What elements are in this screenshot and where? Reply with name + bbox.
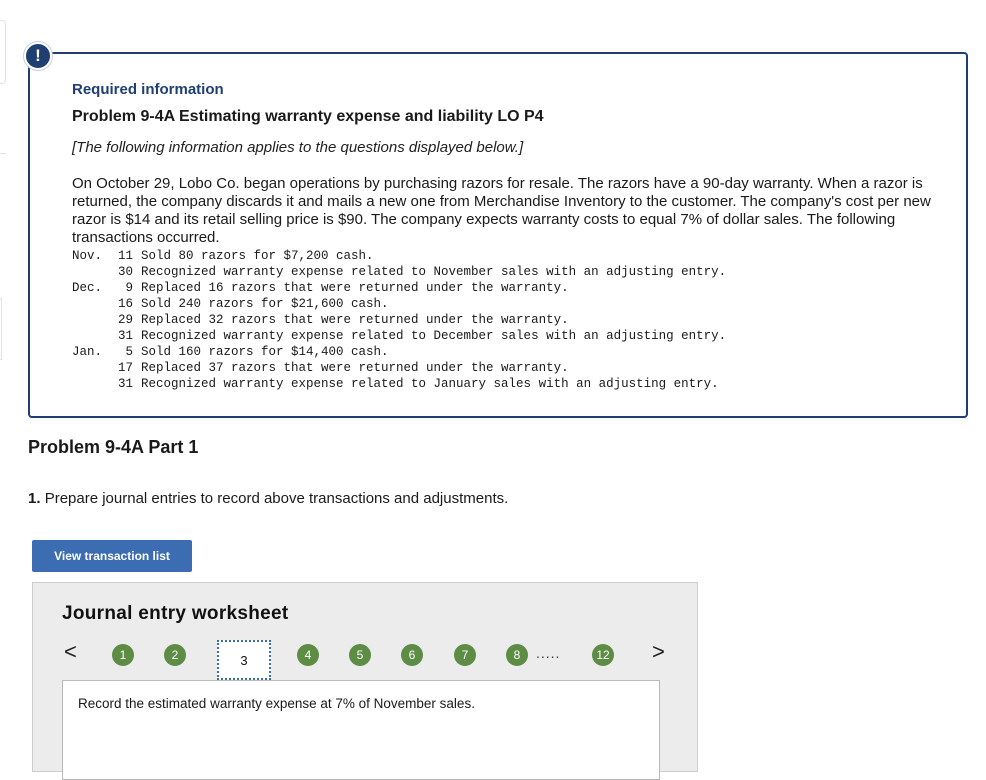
transaction-row: [72, 296, 726, 312]
transaction-row: [72, 248, 726, 264]
transaction-text: Recognized warranty expense related to January sales with an adjusting entry.: [141, 377, 719, 391]
step-1-button[interactable]: 1: [112, 644, 134, 666]
required-information-box: [28, 52, 968, 418]
transaction-row: [72, 328, 726, 344]
transaction-text: Recognized warranty expense related to December sales with an adjusting entry.: [141, 329, 727, 343]
transaction-day: 11: [117, 249, 133, 263]
transaction-month: [72, 312, 110, 328]
transaction-month: [72, 360, 110, 376]
transaction-day: 31: [117, 377, 133, 391]
transaction-row: [72, 312, 726, 328]
step-7-button[interactable]: 7: [454, 644, 476, 666]
transaction-text: Sold 240 razors for $21,600 cash.: [141, 297, 389, 311]
step-5-button[interactable]: 5: [349, 644, 371, 666]
step-2-button[interactable]: 2: [164, 644, 186, 666]
transaction-day: 16: [117, 297, 133, 311]
view-transaction-list-button[interactable]: View transaction list: [32, 540, 192, 572]
transaction-month: Jan.: [72, 345, 103, 359]
worksheet-instruction: Record the estimated warranty expense at 7% of November sales.: [78, 696, 475, 711]
transaction-month: [72, 328, 110, 344]
exclamation-icon: !: [24, 42, 52, 70]
transaction-row: [72, 344, 726, 360]
transaction-month: [72, 376, 110, 392]
step-12-button[interactable]: 12: [592, 644, 614, 666]
chevron-left-icon[interactable]: <: [64, 639, 77, 664]
transaction-text: Replaced 37 razors that were returned under the warranty.: [141, 361, 569, 375]
worksheet-entry-panel: [62, 680, 660, 780]
transaction-day: 30: [117, 265, 133, 279]
step-6-button[interactable]: 6: [401, 644, 423, 666]
instruction-text: Prepare journal entries to record above transactions and adjustments.: [44, 490, 509, 507]
chevron-right-icon[interactable]: >: [652, 639, 665, 664]
transaction-day: 31: [117, 329, 133, 343]
part-instruction: [28, 490, 508, 507]
problem-title: Problem 9-4A Estimating warranty expense and liability LO P4: [72, 108, 544, 125]
transaction-text: Replaced 16 razors that were returned under the warranty.: [141, 281, 569, 295]
transaction-day: 17: [117, 361, 133, 375]
worksheet-title: Journal entry worksheet: [62, 603, 289, 624]
transaction-row: [72, 264, 726, 280]
transaction-month: Dec.: [72, 281, 103, 295]
info-note: [The following information applies to the questions displayed below.]: [72, 139, 524, 156]
transaction-text: Sold 160 razors for $14,400 cash.: [141, 345, 389, 359]
left-edge-tab: [0, 20, 6, 84]
transaction-row: [72, 360, 726, 376]
transaction-day: 5: [125, 345, 133, 359]
part-title: Problem 9-4A Part 1: [28, 437, 199, 457]
instruction-number: 1.: [28, 490, 41, 507]
transaction-day: 29: [117, 313, 133, 327]
step-ellipsis: .....: [536, 645, 561, 661]
step-8-button[interactable]: 8: [506, 644, 528, 666]
transaction-month: [72, 264, 110, 280]
transaction-row: [72, 280, 726, 296]
transaction-text: Recognized warranty expense related to November sales with an adjusting entry.: [141, 265, 727, 279]
transaction-month: Nov.: [72, 249, 103, 263]
transaction-text: Replaced 32 razors that were returned under the warranty.: [141, 313, 569, 327]
step-3-button-current[interactable]: 3: [217, 640, 271, 680]
transaction-month: [72, 296, 110, 312]
step-4-button[interactable]: 4: [297, 644, 319, 666]
required-information-heading: Required information: [72, 81, 224, 98]
problem-description: On October 29, Lobo Co. began operations by purchasing razors for resale. The razors have a 90-day warranty. When a razor is returned, the company discards it and mails a new one from Merchandise Inventory to the customer. The company's cost per new razor is $14 and its retail selling price is $90. The company expects warranty costs to equal 7% of dollar sales. The following transactions occurred.: [72, 175, 931, 246]
left-edge-divider: [0, 153, 6, 154]
transactions-table: [72, 248, 726, 392]
journal-entry-worksheet: [32, 582, 698, 772]
left-edge-tab-lower: [0, 298, 2, 360]
transaction-text: Sold 80 razors for $7,200 cash.: [141, 249, 374, 263]
transaction-row: [72, 376, 726, 392]
transaction-day: 9: [125, 281, 133, 295]
